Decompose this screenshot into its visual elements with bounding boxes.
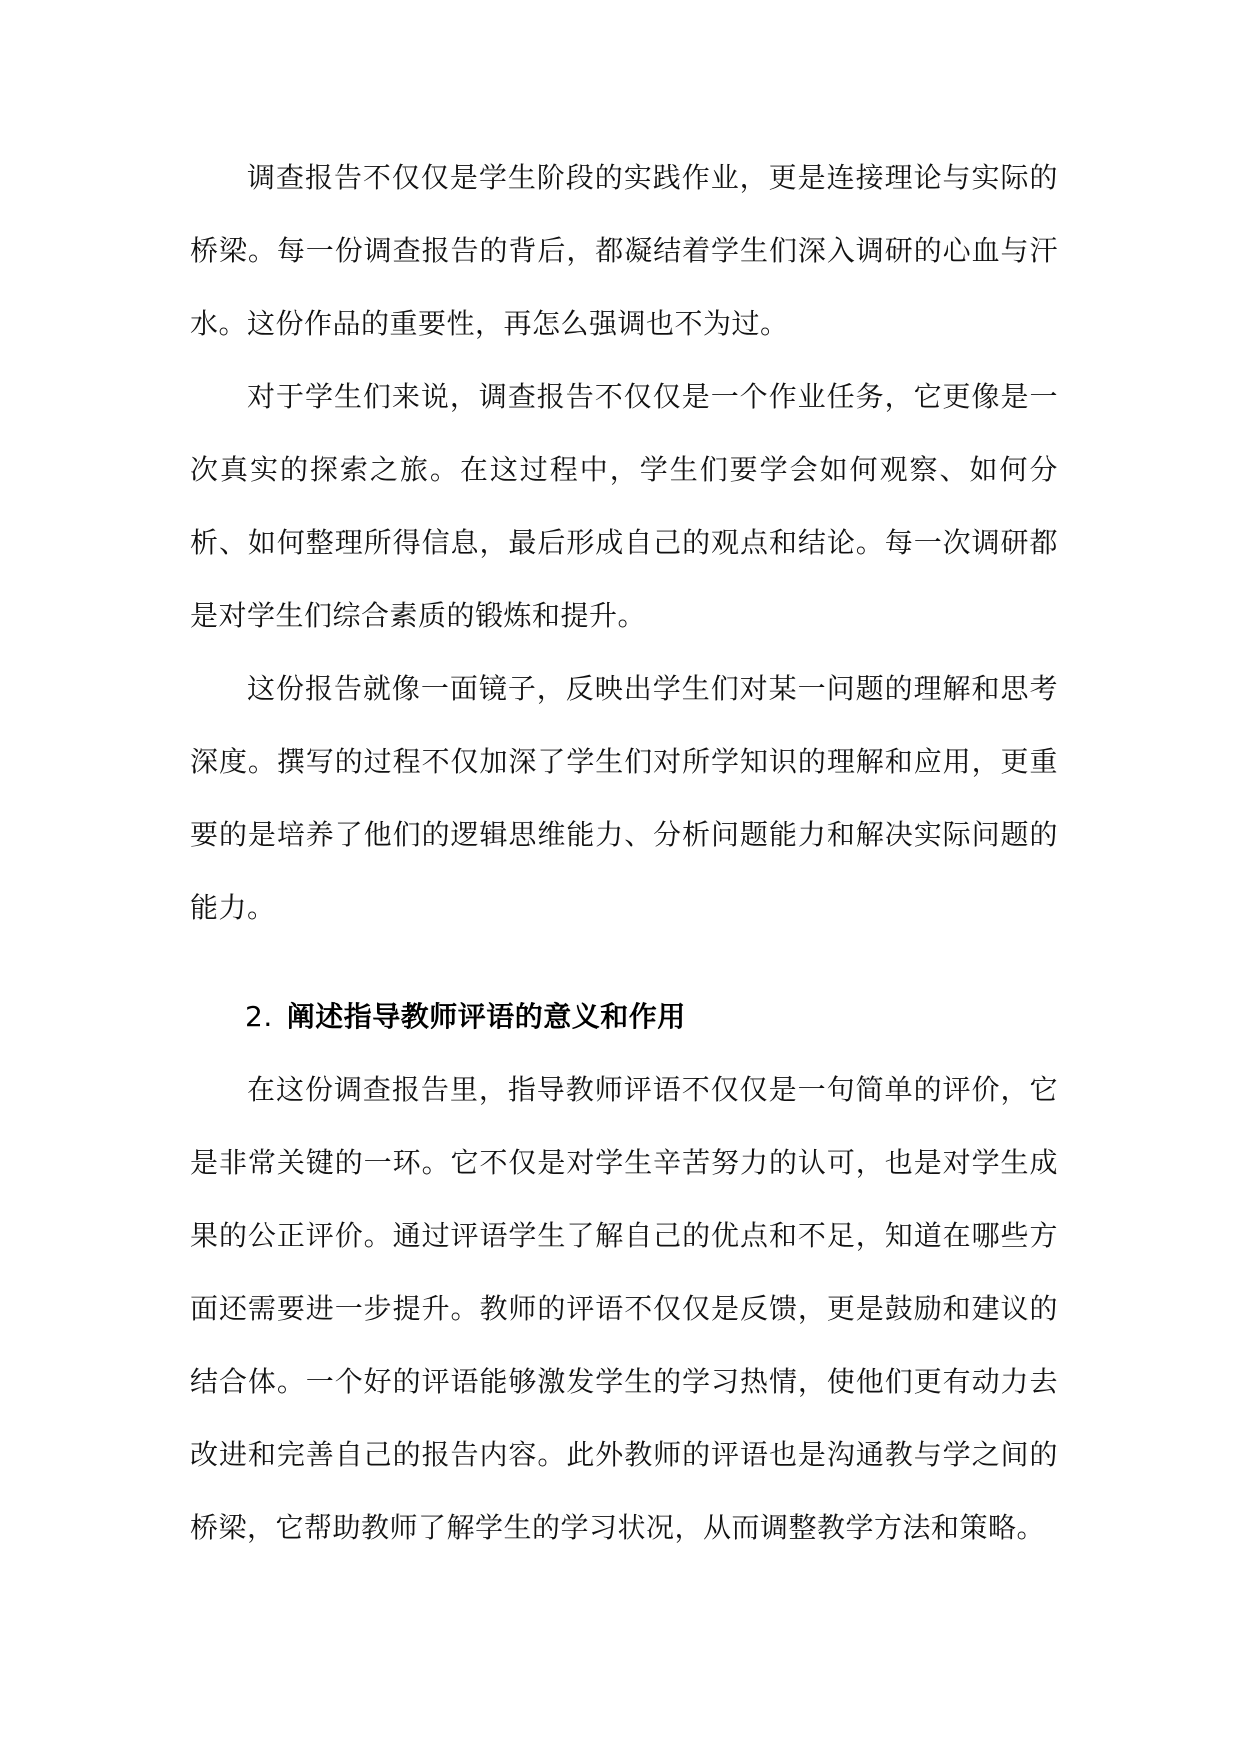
paragraph-mirror-reflection: 这份报告就像一面镜子，反映出学生们对某一问题的理解和思考深度。撰写的过程不仅加深了学生们对所学知识的理解和应用，更重要的是培养了他们的逻辑思维能力、分析问题能力和解决实际问题的能力。 — [190, 672, 1058, 924]
section-heading — [190, 980, 1058, 1053]
section-number: 2. — [245, 1000, 273, 1033]
document-body — [190, 141, 1058, 1564]
paragraph-report-importance: 调查报告不仅仅是学生阶段的实践作业，更是连接理论与实际的桥梁。每一份调查报告的背后，都凝结着学生们深入调研的心血与汗水。这份作品的重要性，再怎么强调也不为过。 — [190, 161, 1058, 340]
paragraph-teacher-comments: 在这份调查报告里，指导教师评语不仅仅是一句简单的评价，它是非常关键的一环。它不仅是对学生辛苦努力的认可，也是对学生成果的公正评价。通过评语学生了解自己的优点和不足，知道在哪些方面还需要进一步提升。教师的评语不仅仅是反馈，更是鼓励和建议的结合体。一个好的评语能够激发学生的学习热情，使他们更有动力去改进和完善自己的报告内容。此外教师的评语也是沟通教与学之间的桥梁，它帮助教师了解学生的学习状况，从而调整教学方法和策略。 — [190, 1073, 1058, 1544]
paragraph-exploration-journey: 对于学生们来说，调查报告不仅仅是一个作业任务，它更像是一次真实的探索之旅。在这过程中，学生们要学会如何观察、如何分析、如何整理所得信息，最后形成自己的观点和结论。每一次调研都是对学生们综合素质的锻炼和提升。 — [190, 380, 1058, 632]
section-title: 阐述指导教师评语的意义和作用 — [286, 1000, 686, 1033]
